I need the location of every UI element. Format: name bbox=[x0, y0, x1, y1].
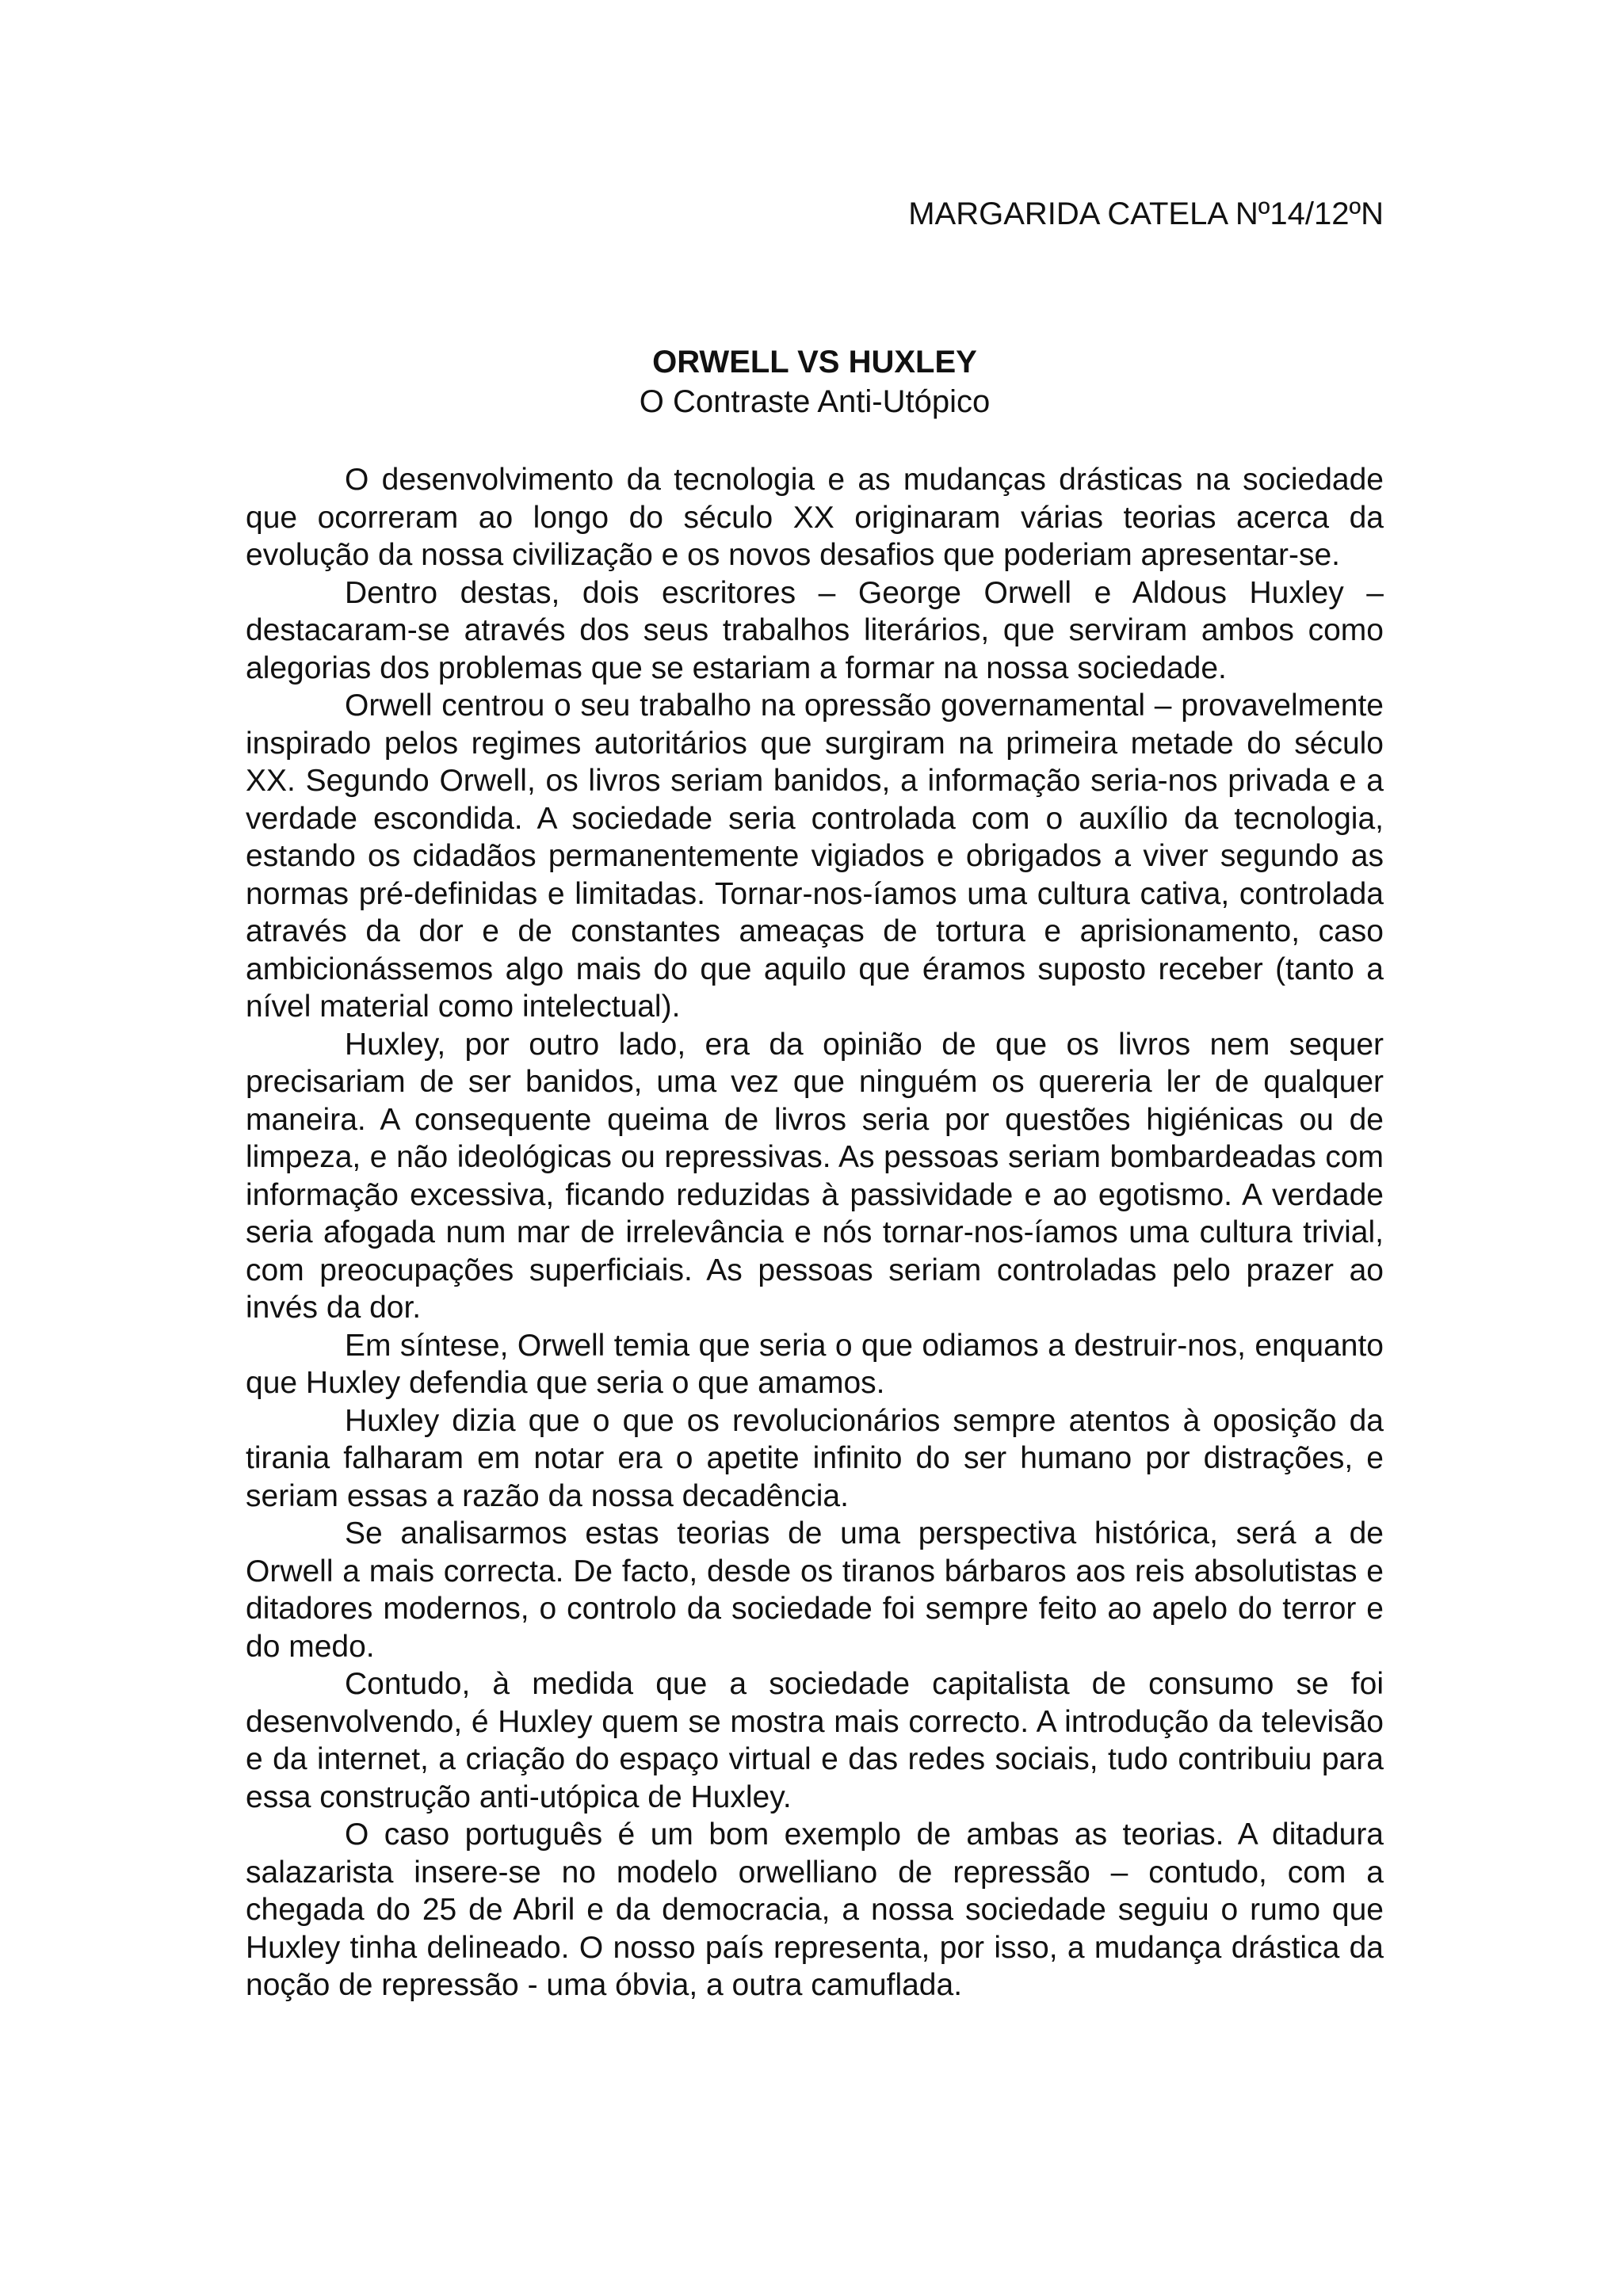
paragraph: Orwell centrou o seu trabalho na opressão governamental – provavelmente inspirado pelos regimes autoritários que surgiram na primeira metade do século XX. Segundo Orwell, os livros seriam banidos, a informação seria-nos privada e a verdade escondida. A sociedade seria controlada com o auxílio da tecnologia, estando os cidadãos permanentemente vigiados e obrigados a viver segundo as normas pré-definidas e limitadas. Tornar-nos-íamos uma cultura cativa, controlada através da dor e de constantes ameaças de tortura e aprisionamento, caso ambicionássemos algo mais do que aquilo que éramos suposto receber (tanto a nível material como intelectual). bbox=[246, 688, 1384, 1024]
paragraph: Se analisarmos estas teorias de uma perspectiva histórica, será a de Orwell a mais correcta. De facto, desde os tiranos bárbaros aos reis absolutistas e ditadores modernos, o controlo da sociedade foi sempre feito ao apelo do terror e do medo. bbox=[246, 1516, 1384, 1664]
document-subtitle: O Contraste Anti-Utópico bbox=[639, 384, 991, 419]
paragraph: O caso português é um bom exemplo de ambas as teorias. A ditadura salazarista insere-se no modelo orwelliano de repressão – contudo, com a chegada do 25 de Abril e da democracia, a nossa sociedade seguiu o rumo que Huxley tinha delineado. O nosso país representa, por isso, a mudança drástica da noção de repressão - uma óbvia, a outra camuflada. bbox=[246, 1817, 1384, 2002]
paragraph: O desenvolvimento da tecnologia e as mudanças drásticas na sociedade que ocorreram ao longo do século XX originaram várias teorias acerca da evolução da nossa civilização e os novos desafios que poderiam apresentar-se. bbox=[246, 463, 1384, 572]
paragraph: Dentro destas, dois escritores – George Orwell e Aldous Huxley – destacaram-se através dos seus trabalhos literários, que serviram ambos como alegorias dos problemas que se estariam a formar na nossa sociedade. bbox=[246, 575, 1384, 685]
paragraph: Huxley dizia que o que os revolucionários sempre atentos à oposição da tirania falharam em notar era o apetite infinito do ser humano por distrações, e seriam essas a razão da nossa decadência. bbox=[246, 1403, 1384, 1513]
paragraph: Contudo, à medida que a sociedade capitalista de consumo se foi desenvolvendo, é Huxley quem se mostra mais correcto. A introdução da televisão e da internet, a criação do espaço virtual e das redes sociais, tudo contribuiu para essa construção anti-utópica de Huxley. bbox=[246, 1667, 1384, 1814]
document-title: ORWELL VS HUXLEY bbox=[652, 345, 977, 379]
paragraph: Huxley, por outro lado, era da opinião de que os livros nem sequer precisariam de ser banidos, uma vez que ninguém os quereria ler de qualquer maneira. A consequente queima de livros seria por questões higiénicas ou de limpeza, e não ideológicas ou repressivas. As pessoas seriam bombardeadas com informação excessiva, ficando reduzidas à passividade e ao egotismo. A verdade seria afogada num mar de irrelevância e nós tornar-nos-íamos uma cultura trivial, com preocupações superficiais. As pessoas seriam controladas pelo prazer ao invés da dor. bbox=[246, 1027, 1384, 1325]
author-line: MARGARIDA CATELA Nº14/12ºN bbox=[908, 196, 1384, 231]
paragraph: Em síntese, Orwell temia que seria o que odiamos a destruir-nos, enquanto que Huxley defendia que seria o que amamos. bbox=[246, 1328, 1384, 1400]
essay-body bbox=[246, 461, 1384, 2004]
